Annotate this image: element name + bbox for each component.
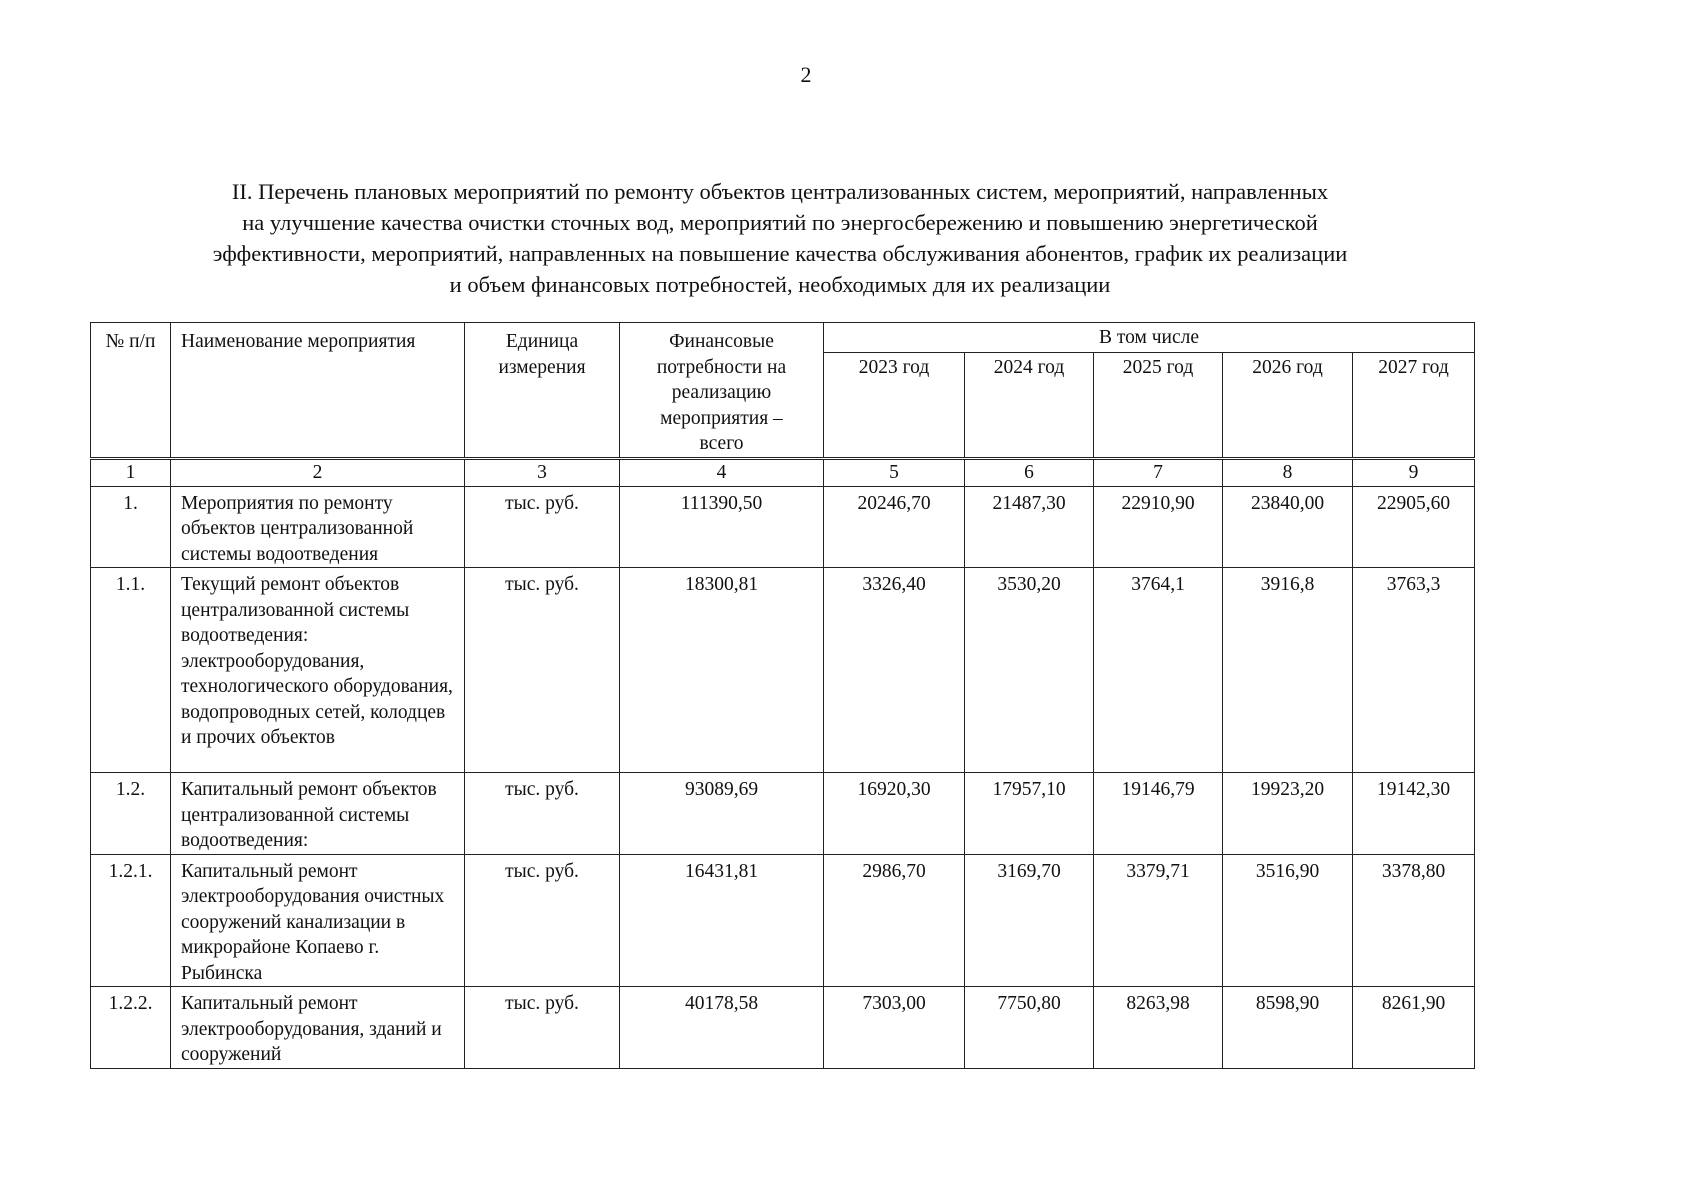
row-value-2025: 19146,79 [1094,773,1223,855]
row-value-2027: 22905,60 [1353,486,1475,568]
row-value-2027: 19142,30 [1353,773,1475,855]
table-row [91,486,1475,568]
column-number: 8 [1223,458,1353,486]
title-line: эффективности, мероприятий, направленных на повышение качества обслуживания абонентов, график их реализации [212,241,1348,266]
row-number: 1.1. [91,568,171,773]
header-year-2026: 2026 год [1223,353,1353,458]
row-value-2027: 3763,3 [1353,568,1475,773]
header-finance-total: Финансовые потребности на реализацию мероприятия – всего [620,323,824,459]
column-number: 9 [1353,458,1475,486]
title-line: и объем финансовых потребностей, необходимых для их реализации [449,272,1111,297]
table-row [91,987,1475,1069]
column-number: 4 [620,458,824,486]
row-value-2024: 3530,20 [965,568,1094,773]
row-total: 18300,81 [620,568,824,773]
row-measure-name: Капитальный ремонт электрооборудования очистных сооружений канализации в микрорайоне Копаево г. Рыбинска [171,854,465,987]
column-number: 7 [1094,458,1223,486]
row-measure-name: Капитальный ремонт электрооборудования, зданий и сооружений [171,987,465,1069]
header-year-2024: 2024 год [965,353,1094,458]
row-measure-name: Мероприятия по ремонту объектов централизованной системы водоотведения [171,486,465,568]
page-number: 2 [800,62,812,87]
row-number: 1.2. [91,773,171,855]
row-total: 40178,58 [620,987,824,1069]
column-number: 6 [965,458,1094,486]
row-value-2025: 3379,71 [1094,854,1223,987]
title-line: на улучшение качества очистки сточных вод, мероприятий по энергосбережению и повышению энергетической [242,210,1318,235]
header-year-2023: 2023 год [824,353,965,458]
row-unit: тыс. руб. [465,854,620,987]
row-value-2023: 3326,40 [824,568,965,773]
row-value-2027: 8261,90 [1353,987,1475,1069]
row-value-2023: 20246,70 [824,486,965,568]
row-unit: тыс. руб. [465,773,620,855]
header-year-2025: 2025 год [1094,353,1223,458]
row-total: 16431,81 [620,854,824,987]
row-unit: тыс. руб. [465,486,620,568]
table-row [91,568,1475,773]
row-unit: тыс. руб. [465,568,620,773]
row-value-2025: 8263,98 [1094,987,1223,1069]
document-title [110,176,1450,300]
header-including: В том числе [824,323,1475,353]
row-value-2026: 19923,20 [1223,773,1353,855]
column-number: 5 [824,458,965,486]
column-number: 2 [171,458,465,486]
row-number: 1.2.2. [91,987,171,1069]
row-value-2025: 22910,90 [1094,486,1223,568]
row-number: 1.2.1. [91,854,171,987]
row-total: 111390,50 [620,486,824,568]
column-number-row [91,458,1475,486]
row-value-2023: 2986,70 [824,854,965,987]
row-value-2024: 17957,10 [965,773,1094,855]
table-row [91,854,1475,987]
row-value-2023: 16920,30 [824,773,965,855]
row-unit: тыс. руб. [465,987,620,1069]
measures-table [90,322,1475,1069]
row-value-2026: 8598,90 [1223,987,1353,1069]
row-value-2025: 3764,1 [1094,568,1223,773]
row-value-2024: 21487,30 [965,486,1094,568]
row-value-2026: 3916,8 [1223,568,1353,773]
title-line: II. Перечень плановых мероприятий по ремонту объектов централизованных систем, мероприятий, направленных [231,179,1329,204]
header-num: № п/п [91,323,171,459]
header-name: Наименование мероприятия [171,323,465,459]
row-value-2027: 3378,80 [1353,854,1475,987]
column-number: 3 [465,458,620,486]
row-value-2026: 3516,90 [1223,854,1353,987]
row-number: 1. [91,486,171,568]
row-value-2024: 7750,80 [965,987,1094,1069]
row-total: 93089,69 [620,773,824,855]
row-measure-name: Капитальный ремонт объектов централизованной системы водоотведения: [171,773,465,855]
column-number: 1 [91,458,171,486]
row-value-2026: 23840,00 [1223,486,1353,568]
header-year-2027: 2027 год [1353,353,1475,458]
table-row [91,773,1475,855]
header-unit: Единица измерения [465,323,620,459]
row-measure-name: Текущий ремонт объектов централизованной системы водоотведения: электрооборудования, технологического оборудования, водопроводных сетей, колодцев и прочих объектов [171,568,465,773]
row-value-2024: 3169,70 [965,854,1094,987]
row-value-2023: 7303,00 [824,987,965,1069]
